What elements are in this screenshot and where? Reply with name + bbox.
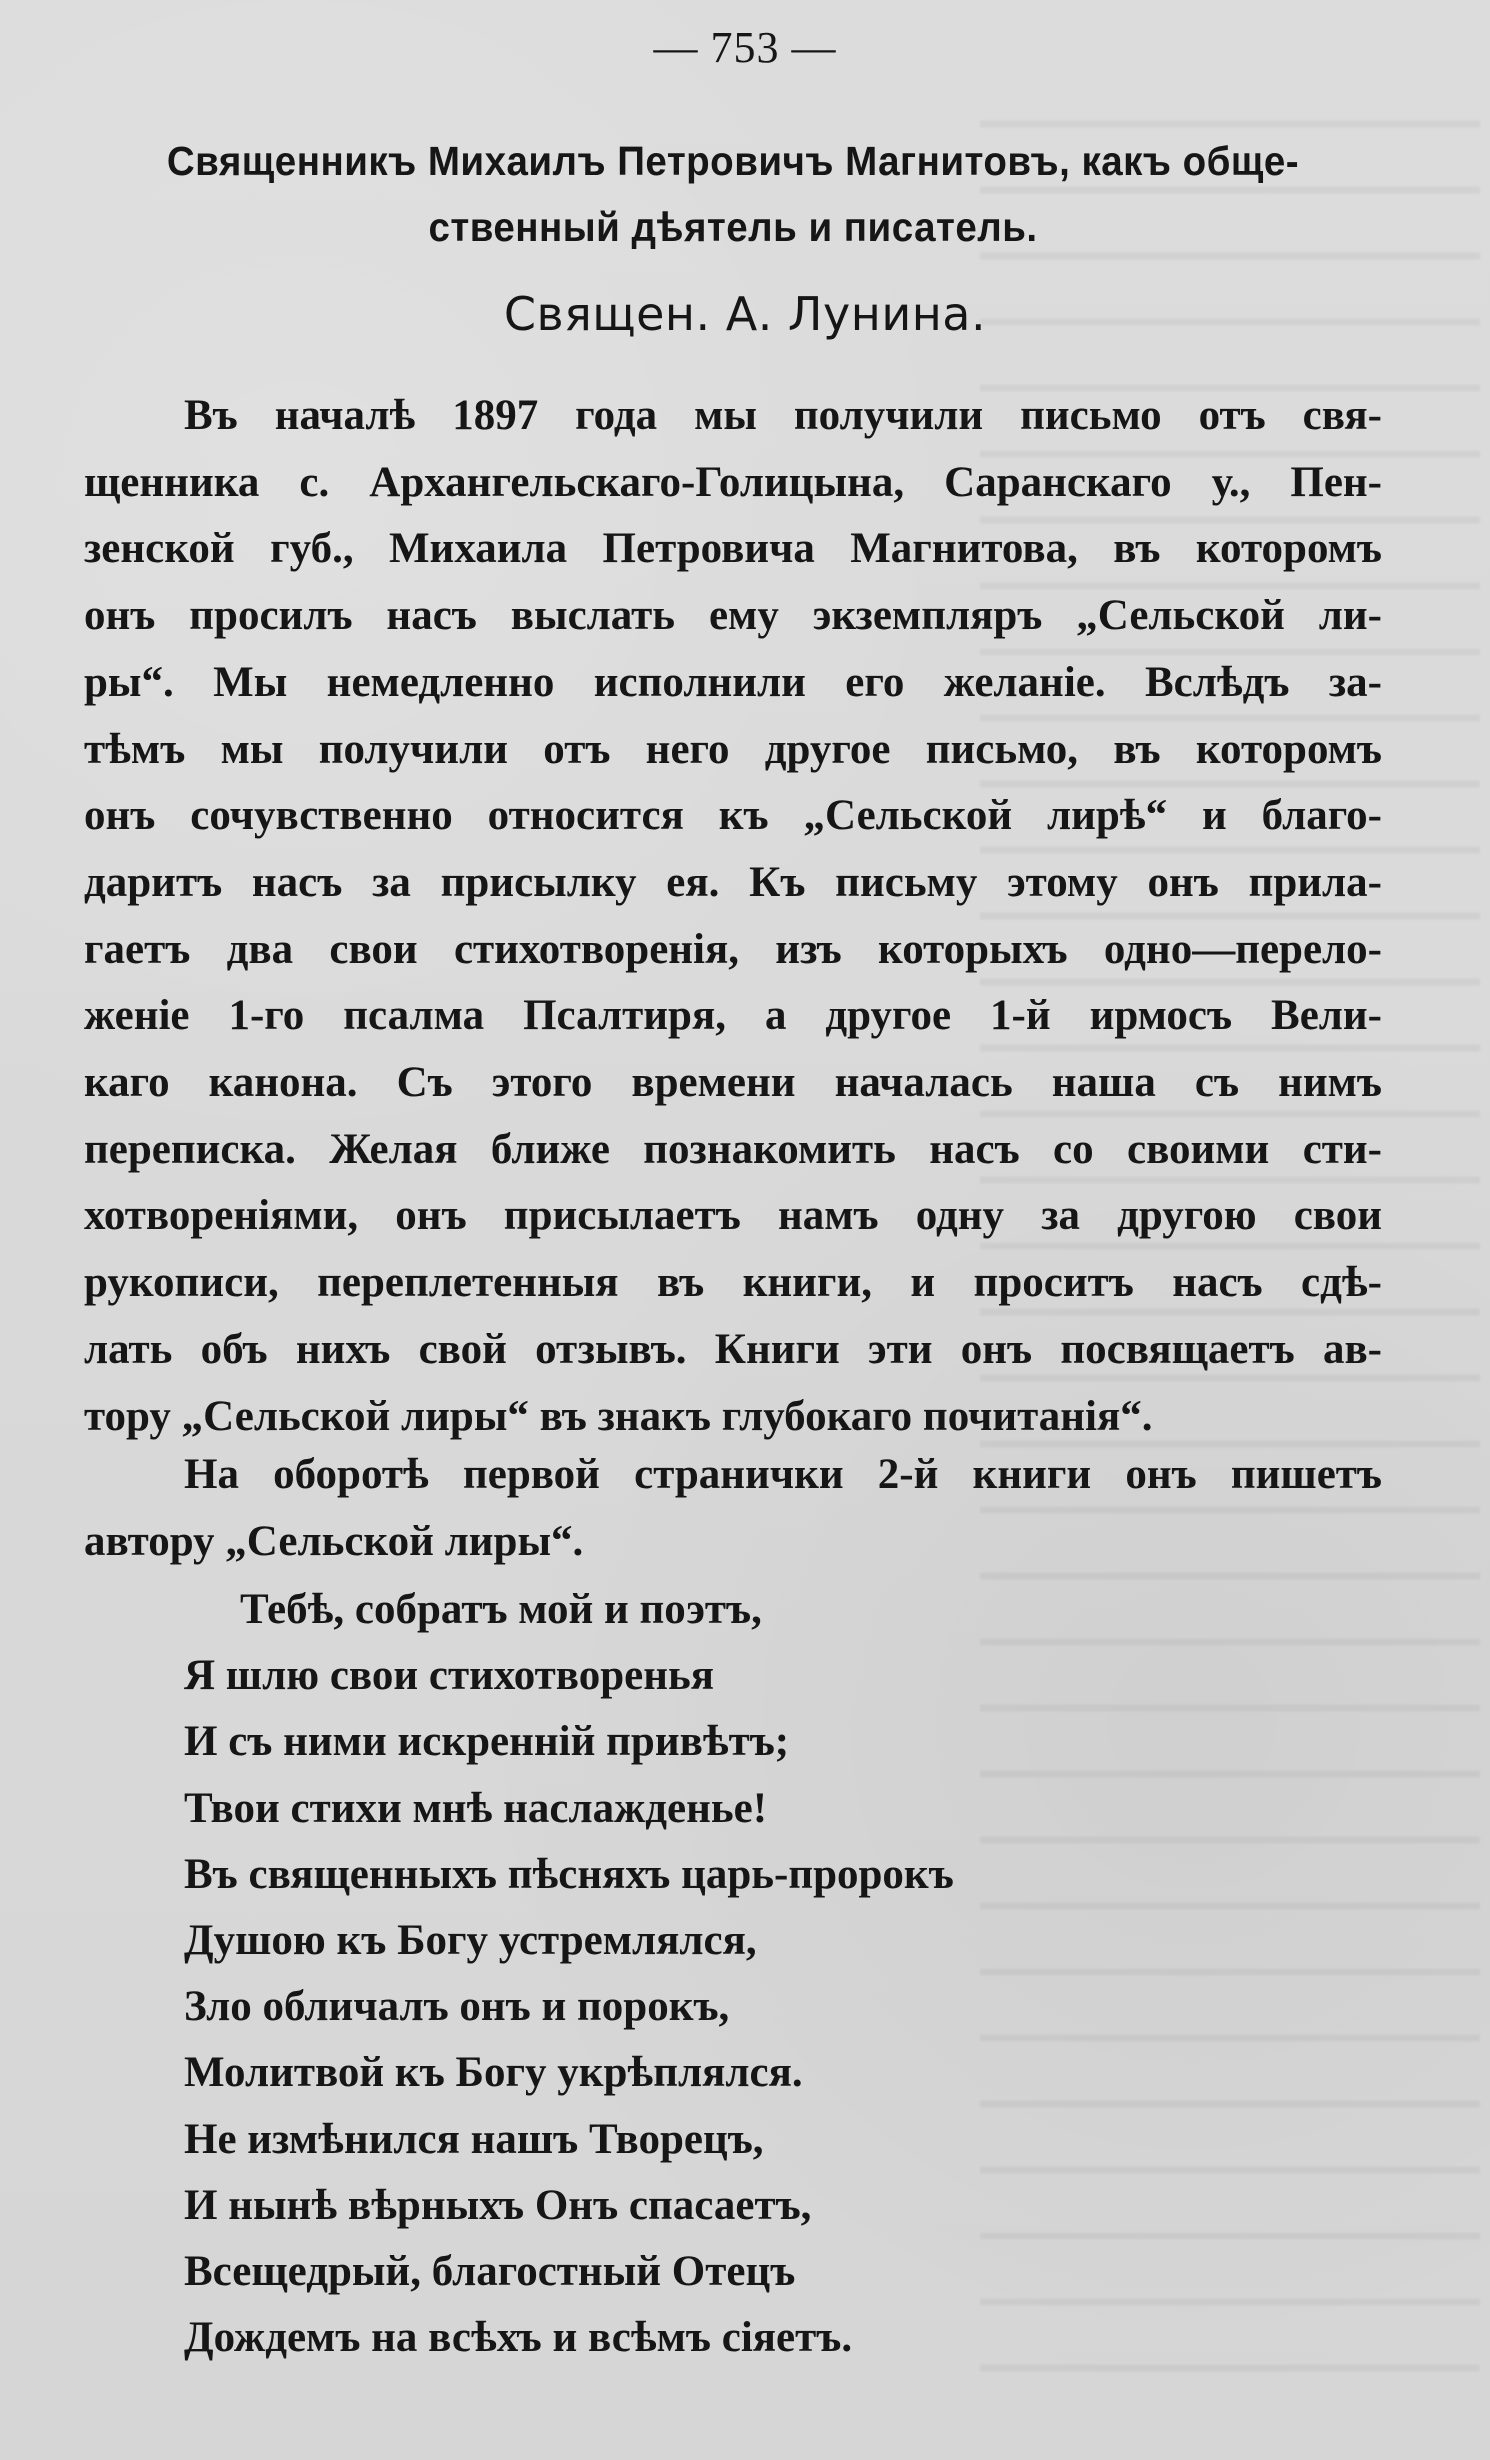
paragraph-line: даритъ насъ за присылку ея. Къ письму этому онъ прила- [84, 858, 1382, 906]
paragraph-line: женіе 1-го псалма Псалтиря, а другое 1-й ирмосъ Вели- [84, 992, 1382, 1040]
paragraph-line: щенника с. Архангельскаго-Голицына, Саранскаго у., Пен- [84, 458, 1382, 506]
poem-line: Дождемъ на всѣхъ и всѣмъ сіяетъ. [184, 2314, 853, 2362]
poem-line: Не измѣнился нашъ Творецъ, [184, 2115, 764, 2163]
poem-line: Душою къ Богу устремлялся, [184, 1917, 757, 1965]
poem-line: Въ священныхъ пѣсняхъ царь-пророкъ [184, 1850, 954, 1898]
poem-line: Тебѣ, собратъ мой и поэтъ, [240, 1586, 762, 1633]
paragraph-main [84, 383, 1382, 1450]
paragraph-line: рукописи, переплетенныя въ книги, и проситъ насъ сдѣ- [84, 1259, 1382, 1307]
title-line: Священникъ Михаилъ Петровичъ Магнитовъ, какъ обще- [166, 138, 1300, 184]
poem-line: И нынѣ вѣрныхъ Онъ спасаетъ, [184, 2181, 812, 2229]
paragraph-line: На оборотѣ первой странички 2-й книги онъ пишетъ [184, 1451, 1382, 1498]
paragraph-line: переписка. Желая ближе познакомить насъ со своими сти- [84, 1125, 1382, 1173]
poem-line: И съ ними искренній привѣтъ; [184, 1718, 790, 1766]
paragraph-line: каго канона. Съ этого времени началась наша съ нимъ [84, 1059, 1382, 1107]
poem-line: Я шлю свои стихотворенья [184, 1652, 714, 1700]
paragraph-line: автору „Сельской лиры“. [84, 1517, 584, 1565]
paragraph-line: гаетъ два свои стихотворенія, изъ которыхъ одно—перело- [84, 925, 1382, 973]
page-number: — 753 — [653, 23, 837, 72]
paragraph-line: тору „Сельской лиры“ въ знакъ глубокаго почитанія“. [84, 1392, 1153, 1440]
paragraph-line: тѣмъ мы получили отъ него другое письмо, въ которомъ [84, 725, 1382, 773]
paragraph-line: Въ началѣ 1897 года мы получили письмо отъ свя- [184, 392, 1382, 439]
article-title [123, 128, 1343, 260]
poem-line: Всещедрый, благостный Отецъ [184, 2248, 796, 2296]
poem [184, 1577, 1184, 2371]
paragraph-line: хотвореніями, онъ присылаетъ намъ одну за другою свои [84, 1192, 1382, 1240]
poem-line: Зло обличалъ онъ и порокъ, [184, 1983, 730, 2031]
author-line: Священ. А. Лунина. [503, 287, 987, 341]
paragraph-line: ры“. Мы немедленно исполнили его желаніе. Вслѣдъ за- [84, 658, 1382, 706]
paragraph-line: онъ просилъ насъ выслать ему экземпляръ „Сельской ли- [84, 592, 1382, 640]
title-line: ственный дѣятель и писатель. [428, 204, 1038, 250]
poem-line: Твои стихи мнѣ наслажденье! [184, 1784, 768, 1832]
paragraph-line: зенской губ., Михаила Петровича Магнитова, въ которомъ [84, 525, 1382, 573]
poem-line: Молитвой къ Богу укрѣплялся. [184, 2049, 803, 2097]
paragraph-secondary [84, 1442, 1382, 1575]
paragraph-line: лать объ нихъ свой отзывъ. Книги эти онъ посвящаетъ ав- [84, 1325, 1382, 1373]
paragraph-line: онъ сочувственно относится къ „Сельской лирѣ“ и благо- [84, 792, 1382, 840]
